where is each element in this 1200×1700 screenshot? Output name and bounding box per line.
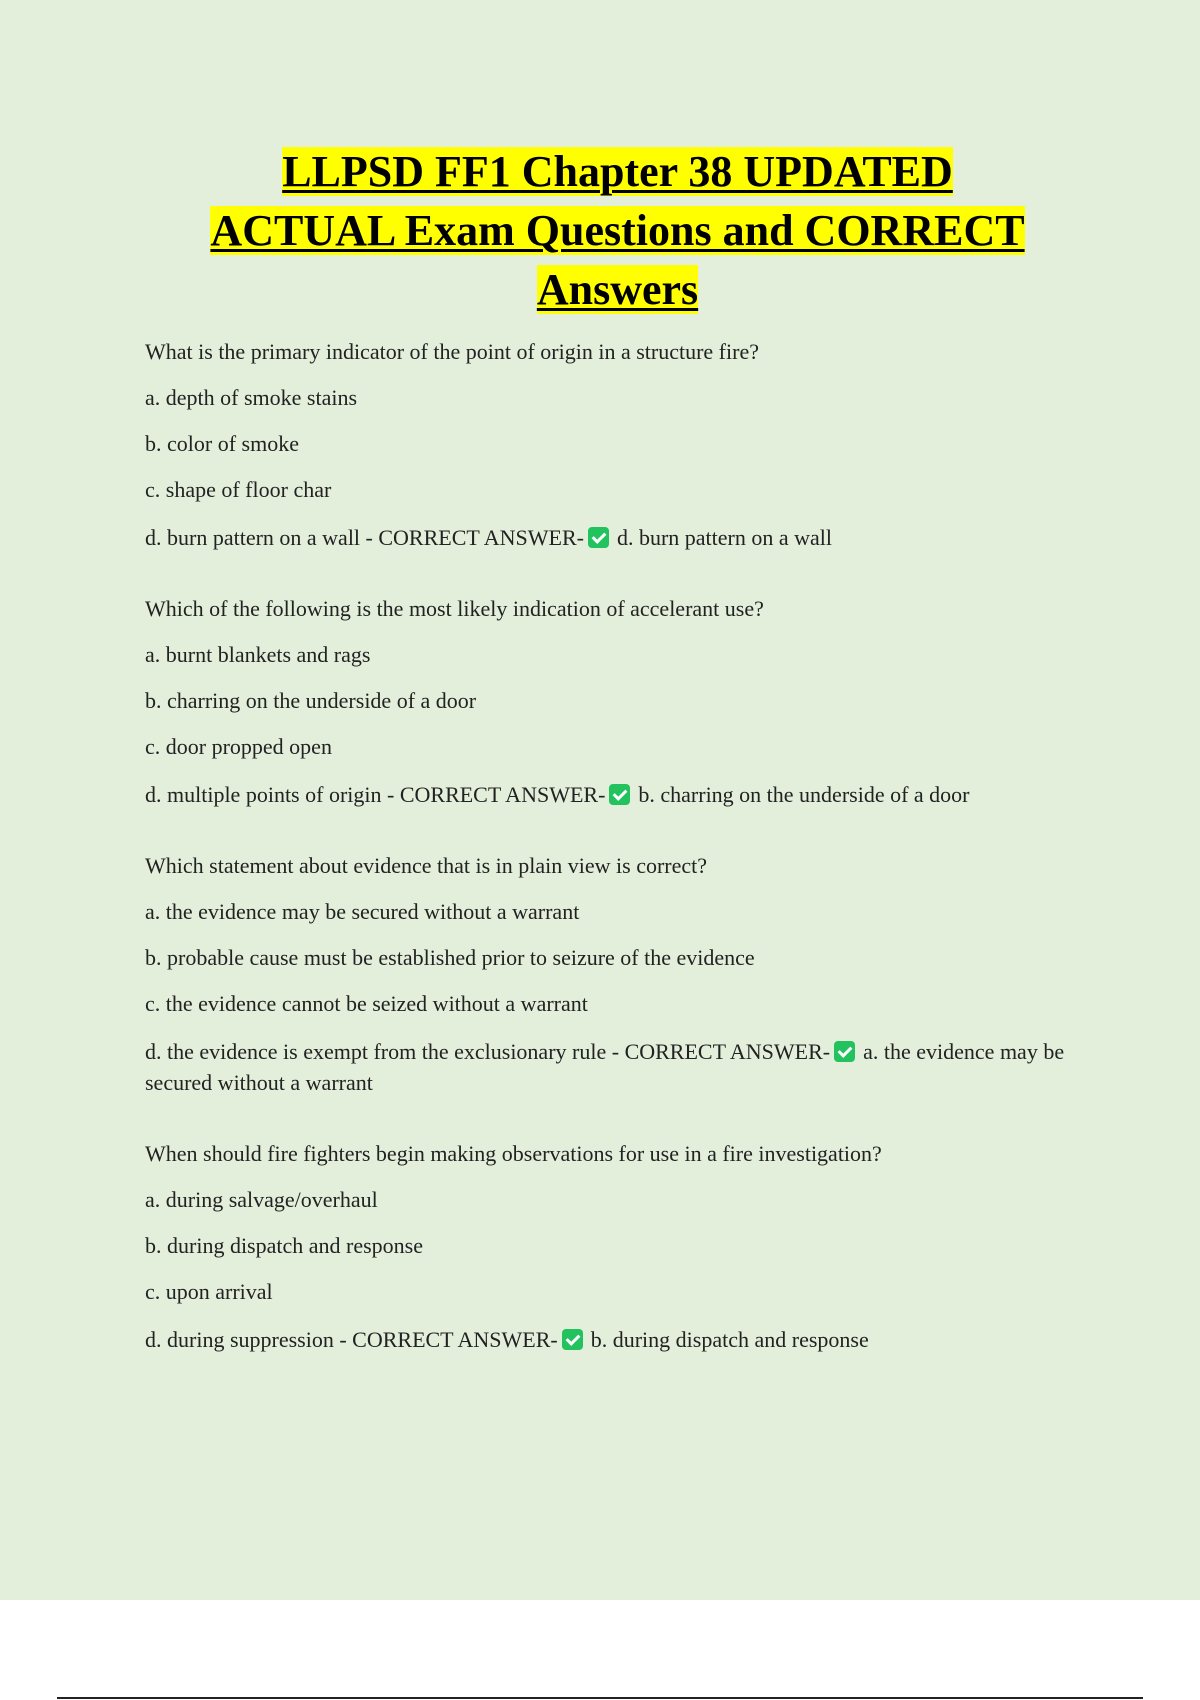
question-prompt: Which statement about evidence that is in plain view is correct? bbox=[145, 853, 708, 878]
correct-answer: a. the evidence may be secured without a warrant bbox=[145, 1039, 1065, 1095]
option-d-with-answer bbox=[145, 1036, 1095, 1098]
title-line-2: ACTUAL Exam Questions and CORRECT bbox=[210, 206, 1025, 255]
correct-answer-marker: CORRECT ANSWER- bbox=[378, 525, 584, 550]
check-icon bbox=[609, 784, 630, 805]
option-c: c. the evidence cannot be seized without a warrant bbox=[145, 991, 588, 1016]
option-a: a. burnt blankets and rags bbox=[145, 642, 371, 667]
option-a: a. during salvage/overhaul bbox=[145, 1187, 378, 1212]
question-block-2 bbox=[145, 595, 1095, 810]
document-title bbox=[100, 142, 1135, 319]
option-b: b. color of smoke bbox=[145, 431, 299, 456]
question-list bbox=[145, 338, 1095, 1397]
correct-answer-marker: CORRECT ANSWER- bbox=[624, 1039, 831, 1064]
option-d-with-answer bbox=[145, 779, 1095, 810]
correct-answer: d. burn pattern on a wall bbox=[616, 525, 832, 550]
question-prompt: Which of the following is the most likely indication of accelerant use? bbox=[145, 596, 764, 621]
check-icon bbox=[562, 1329, 583, 1350]
question-prompt: What is the primary indicator of the point of origin in a structure fire? bbox=[145, 339, 759, 364]
option-a: a. the evidence may be secured without a warrant bbox=[145, 899, 580, 924]
correct-answer-marker: CORRECT ANSWER- bbox=[352, 1327, 558, 1352]
option-d-with-answer bbox=[145, 522, 1095, 553]
option-d: d. the evidence is exempt from the exclusionary rule - bbox=[145, 1039, 625, 1064]
option-a: a. depth of smoke stains bbox=[145, 385, 358, 410]
question-block-1 bbox=[145, 338, 1095, 553]
question-block-4 bbox=[145, 1140, 1095, 1355]
correct-answer: b. charring on the underside of a door bbox=[638, 782, 970, 807]
option-c: c. upon arrival bbox=[145, 1279, 273, 1304]
question-block-3 bbox=[145, 852, 1095, 1098]
correct-answer: b. during dispatch and response bbox=[590, 1327, 869, 1352]
question-prompt: When should fire fighters begin making observations for use in a fire investigation? bbox=[145, 1141, 882, 1166]
title-line-1: LLPSD FF1 Chapter 38 UPDATED bbox=[282, 147, 953, 196]
footer-divider bbox=[57, 1697, 1143, 1699]
check-icon bbox=[834, 1041, 855, 1062]
option-d: d. burn pattern on a wall - bbox=[145, 525, 379, 550]
correct-answer-marker: CORRECT ANSWER- bbox=[399, 782, 606, 807]
check-icon bbox=[588, 527, 609, 548]
option-b: b. probable cause must be established prior to seizure of the evidence bbox=[145, 945, 755, 970]
option-d-with-answer bbox=[145, 1324, 1095, 1355]
title-line-3: Answers bbox=[536, 265, 699, 314]
option-d: d. multiple points of origin - bbox=[145, 782, 400, 807]
option-c: c. door propped open bbox=[145, 734, 332, 759]
option-b: b. charring on the underside of a door bbox=[145, 688, 477, 713]
option-c: c. shape of floor char bbox=[145, 477, 332, 502]
option-d: d. during suppression - bbox=[145, 1327, 353, 1352]
option-b: b. during dispatch and response bbox=[145, 1233, 423, 1258]
